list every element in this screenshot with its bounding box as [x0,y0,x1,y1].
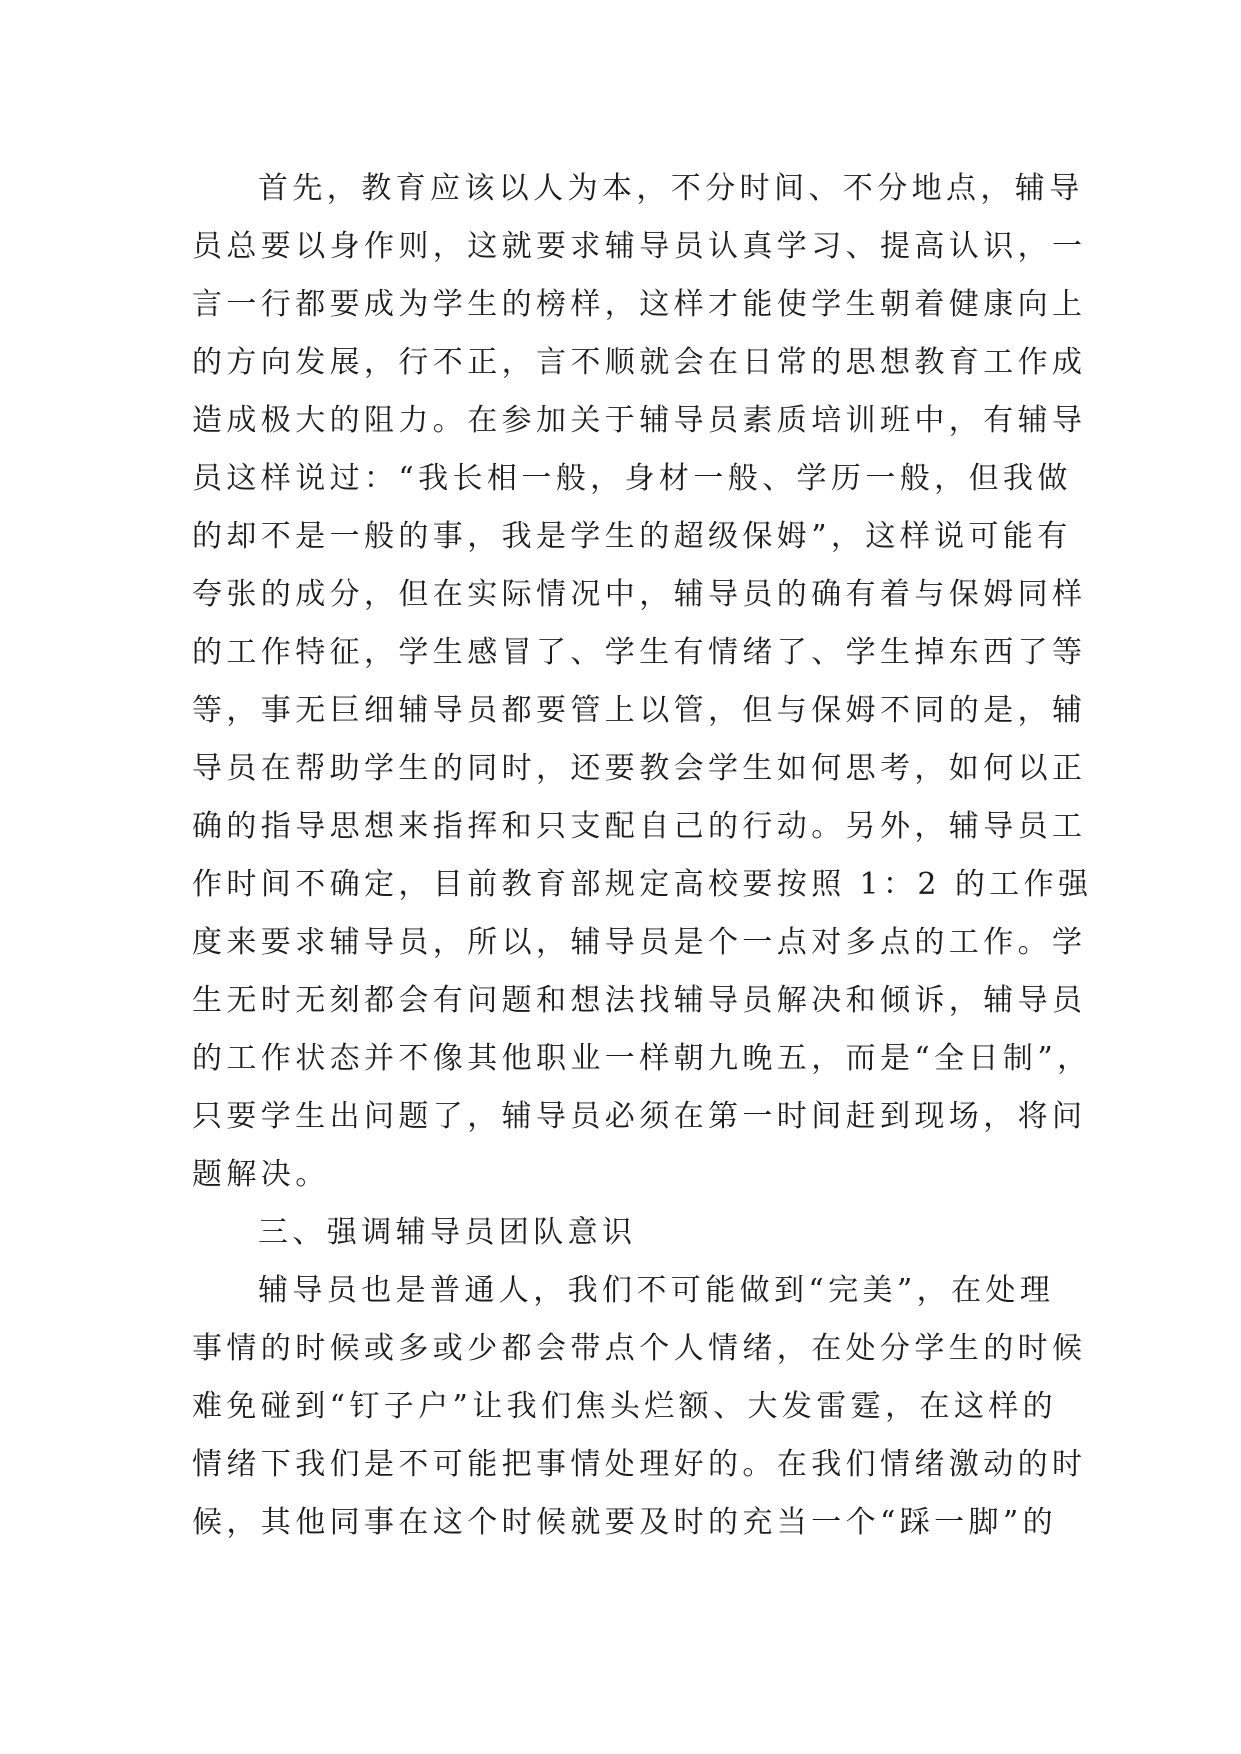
document-body [192,160,1093,1552]
paragraph-line: 难免碰到“钉子户”让我们焦头烂额、大发雷霆，在这样的 [192,1389,1058,1424]
paragraph-line: 度来要求辅导员，所以，辅导员是个一点对多点的工作。学 [192,925,1087,960]
paragraph-line: 作时间不确定，目前教育部规定高校要按照 1：2 的工作强 [192,867,1093,902]
paragraph-line: 导员在帮助学生的同时，还要教会学生如何思考，如何以正 [192,751,1087,786]
paragraph-1 [192,160,1093,1204]
section-heading: 三、强调辅导员团队意识 [258,1215,637,1250]
paragraph-line: 首先，教育应该以人为本，不分时间、不分地点，辅导 [258,171,1084,206]
paragraph-line: 题解决。 [192,1157,330,1192]
paragraph-line: 的工作状态并不像其他职业一样朝九晚五，而是“全日制”， [192,1041,1092,1076]
paragraph-line: 生无时无刻都会有问题和想法找辅导员解决和倾诉，辅导员 [192,983,1087,1018]
paragraph-line: 夸张的成分，但在实际情况中，辅导员的确有着与保姆同样 [192,577,1087,612]
paragraph-line: 的却不是一般的事，我是学生的超级保姆”，这样说可能有 [192,519,1072,554]
paragraph-line: 情绪下我们是不可能把事情处理好的。在我们情绪激动的时 [192,1447,1087,1482]
paragraph-2 [192,1262,1087,1552]
paragraph-line: 等，事无巨细辅导员都要管上以管，但与保姆不同的是，辅 [192,693,1087,728]
paragraph-line: 员总要以身作则，这就要求辅导员认真学习、提高认识，一 [192,229,1087,264]
paragraph-line: 只要学生出问题了，辅导员必须在第一时间赶到现场，将问 [192,1099,1087,1134]
paragraph-line: 员这样说过：“我长相一般，身材一般、学历一般，但我做 [192,461,1072,496]
paragraph-line: 候，其他同事在这个时候就要及时的充当一个“踩一脚”的 [192,1505,1058,1540]
paragraph-line: 确的指导思想来指挥和只支配自己的行动。另外，辅导员工 [192,809,1087,844]
paragraph-line: 辅导员也是普通人，我们不可能做到“完美”，在处理 [258,1273,1055,1308]
paragraph-line: 造成极大的阻力。在参加关于辅导员素质培训班中，有辅导 [192,403,1087,438]
paragraph-line: 言一行都要成为学生的榜样，这样才能使学生朝着健康向上 [192,287,1087,322]
paragraph-line: 的工作特征，学生感冒了、学生有情绪了、学生掉东西了等 [192,635,1087,670]
paragraph-line: 事情的时候或多或少都会带点个人情绪，在处分学生的时候 [192,1331,1087,1366]
paragraph-line: 的方向发展，行不正，言不顺就会在日常的思想教育工作成 [192,345,1087,380]
